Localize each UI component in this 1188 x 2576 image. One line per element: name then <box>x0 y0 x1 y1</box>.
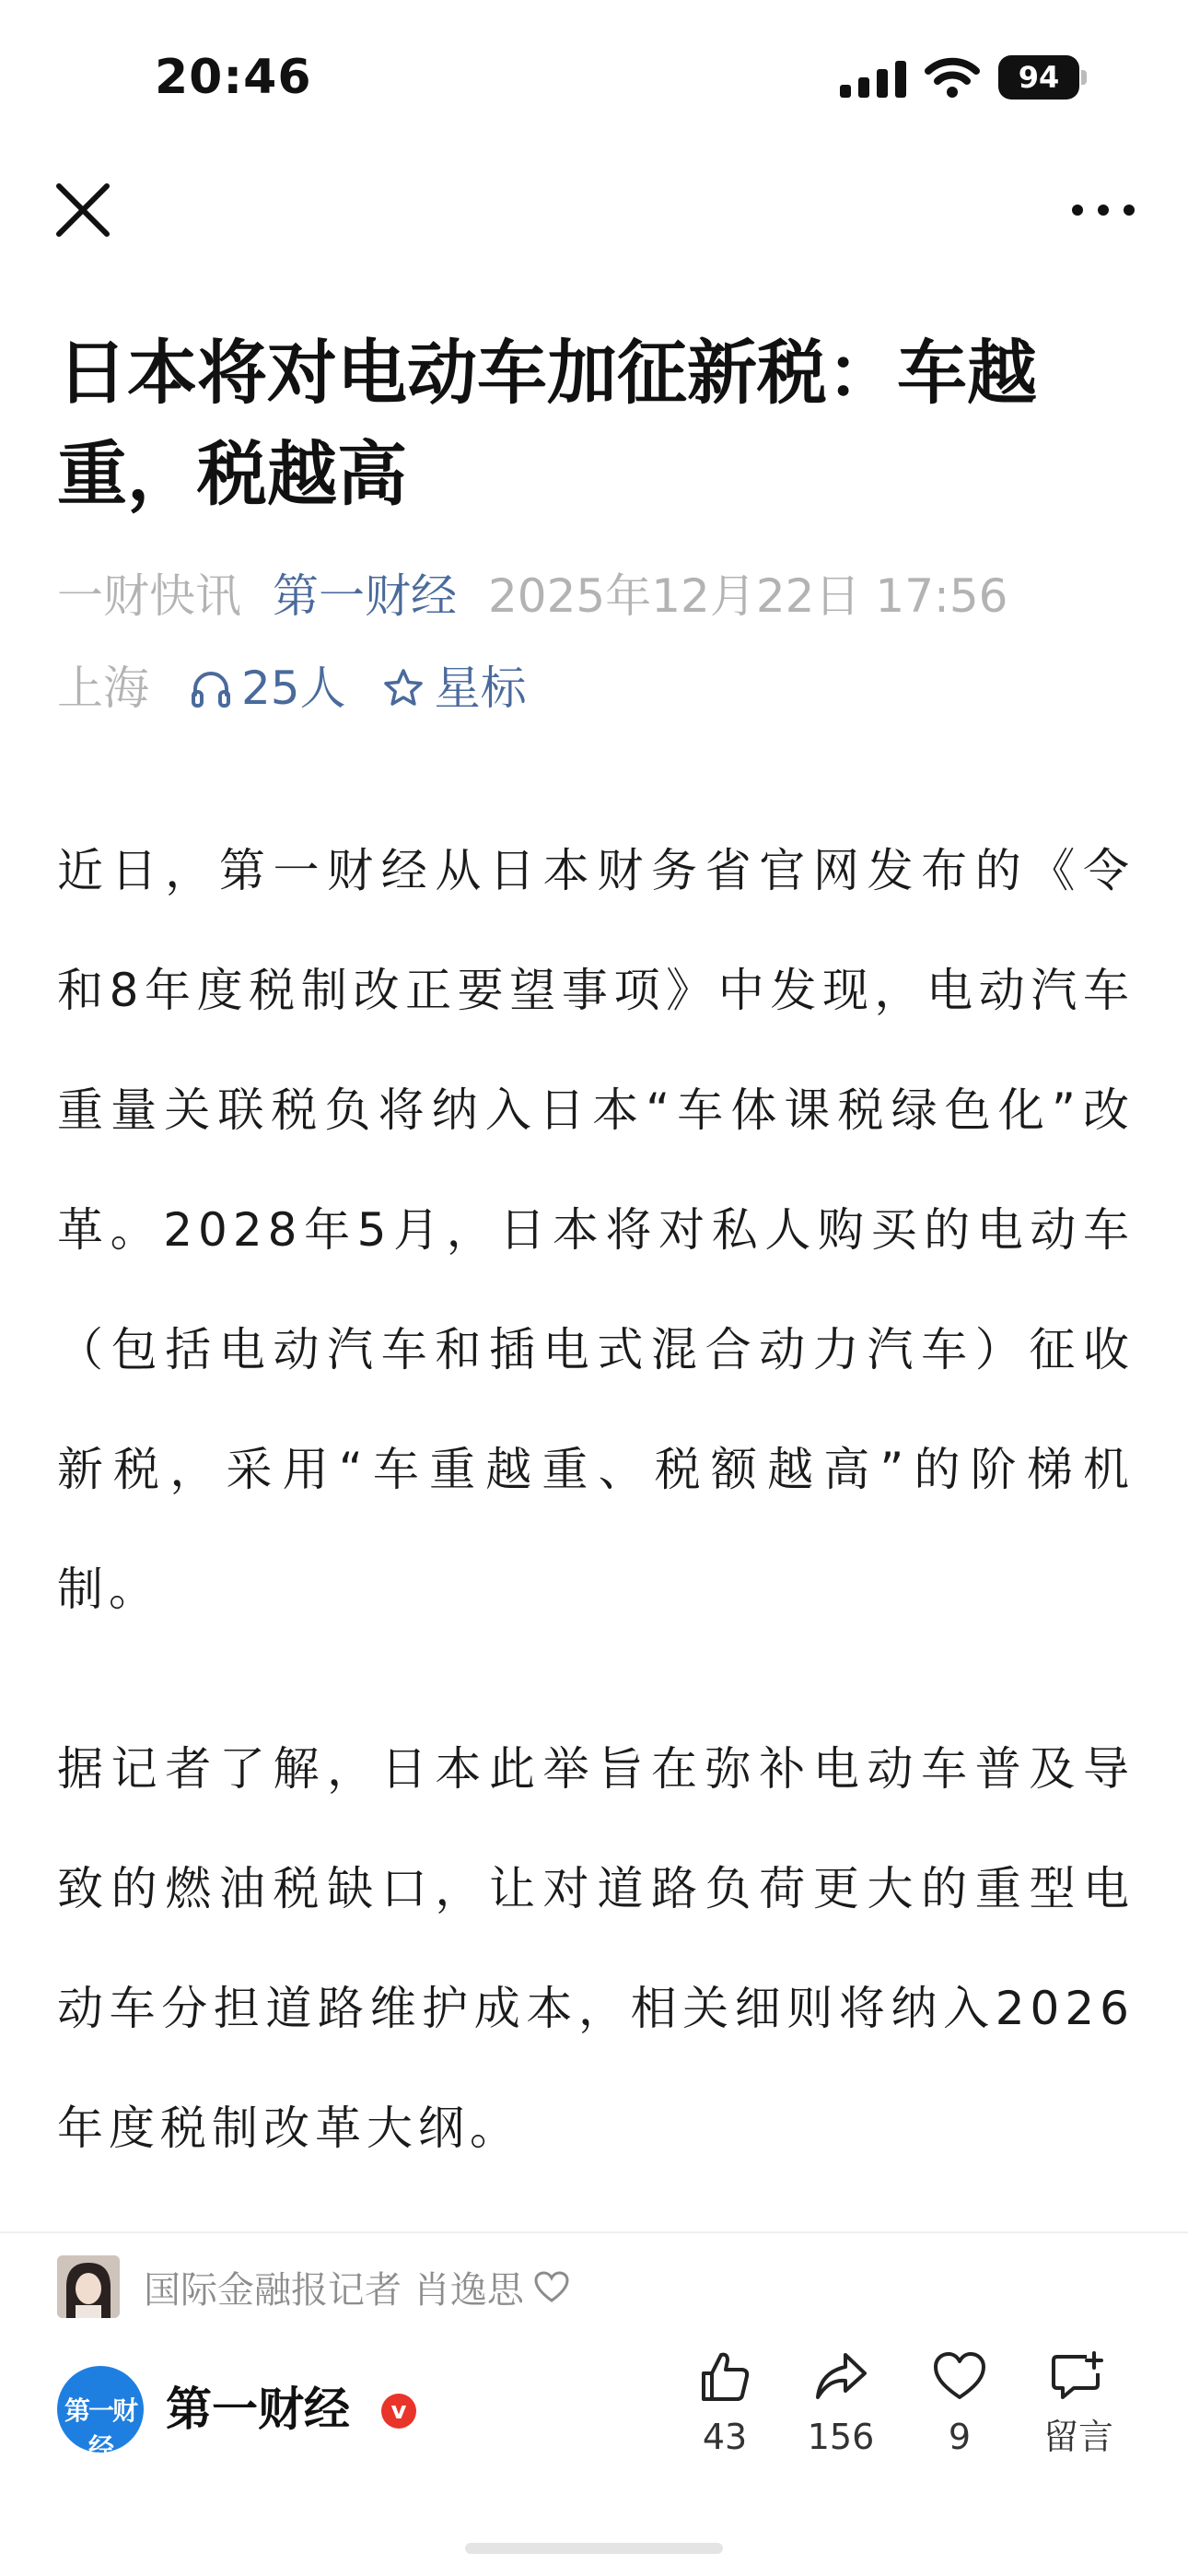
share-icon <box>812 2348 869 2405</box>
comment-label: 留言 <box>1042 2417 1113 2457</box>
listen-button[interactable] <box>190 656 346 720</box>
close-icon[interactable] <box>53 181 112 240</box>
battery-tip <box>1081 70 1087 85</box>
article-meta <box>57 564 1007 628</box>
heart-icon <box>931 2348 988 2405</box>
publisher-name[interactable]: 第一财经 <box>166 2383 350 2436</box>
star-label: 星标 <box>434 662 527 715</box>
article-location: 上海 <box>57 662 149 715</box>
article-source-link[interactable]: 第一财经 <box>273 569 457 623</box>
more-options-icon[interactable] <box>1068 184 1138 236</box>
article-title: 日本将对电动车加征新税：车越重，税越高 <box>57 332 1037 515</box>
article-meta-secondary <box>57 656 527 720</box>
article-channel: 一财快讯 <box>57 569 241 623</box>
verified-badge: v <box>381 2394 416 2429</box>
favorite-button[interactable] <box>909 2348 1010 2476</box>
share-button[interactable] <box>790 2348 891 2476</box>
author-avatar[interactable] <box>57 2255 120 2318</box>
comment-button[interactable] <box>1028 2348 1129 2476</box>
thumbs-up-icon <box>696 2348 753 2405</box>
article-datetime: 2025年12月22日 17:56 <box>488 569 1008 623</box>
listener-count: 25人 <box>241 662 346 715</box>
headphones-icon <box>190 667 232 709</box>
article-paragraph: 近日，第一财经从日本财务省官网发布的《令和8年度税制改正要望事项》中发现，电动汽车重量关联税负将纳入日本“车体课税绿色化”改革。2028年5月，日本将对私人购买的电动车（包括电动汽车和插电式混合动力汽车）征收新税，采用“车重越重、税额越高”的阶梯机制。 <box>57 844 1135 1616</box>
author-avatar-image <box>57 2255 120 2318</box>
home-indicator <box>465 2543 723 2554</box>
star-button[interactable] <box>381 656 527 720</box>
author-label: 国际金融报记者 肖逸思 <box>144 2268 524 2312</box>
share-count: 156 <box>807 2417 875 2457</box>
status-time: 20:46 <box>155 50 312 105</box>
star-icon <box>381 666 425 710</box>
wifi-icon <box>925 57 980 98</box>
favorite-count: 9 <box>948 2417 972 2457</box>
battery-level: 94 <box>998 55 1079 100</box>
comment-add-icon <box>1048 2348 1109 2405</box>
follow-heart-icon[interactable] <box>533 2270 570 2303</box>
article-paragraph: 据记者了解，日本此举旨在弥补电动车普及导致的燃油税缺口，让对道路负荷更大的重型电动车分担道路维护成本，相关细则将纳入2026年度税制改革大纲。 <box>57 1742 1135 2155</box>
status-bar <box>0 0 1188 166</box>
author-row <box>57 2254 570 2320</box>
cellular-signal-icon <box>840 61 906 98</box>
like-count: 43 <box>702 2417 748 2457</box>
publisher-logo-text: 第一财经 <box>64 2395 136 2463</box>
publisher-logo[interactable] <box>57 2366 144 2463</box>
like-button[interactable] <box>674 2348 775 2476</box>
battery-indicator <box>998 55 1087 100</box>
divider <box>0 2231 1188 2233</box>
